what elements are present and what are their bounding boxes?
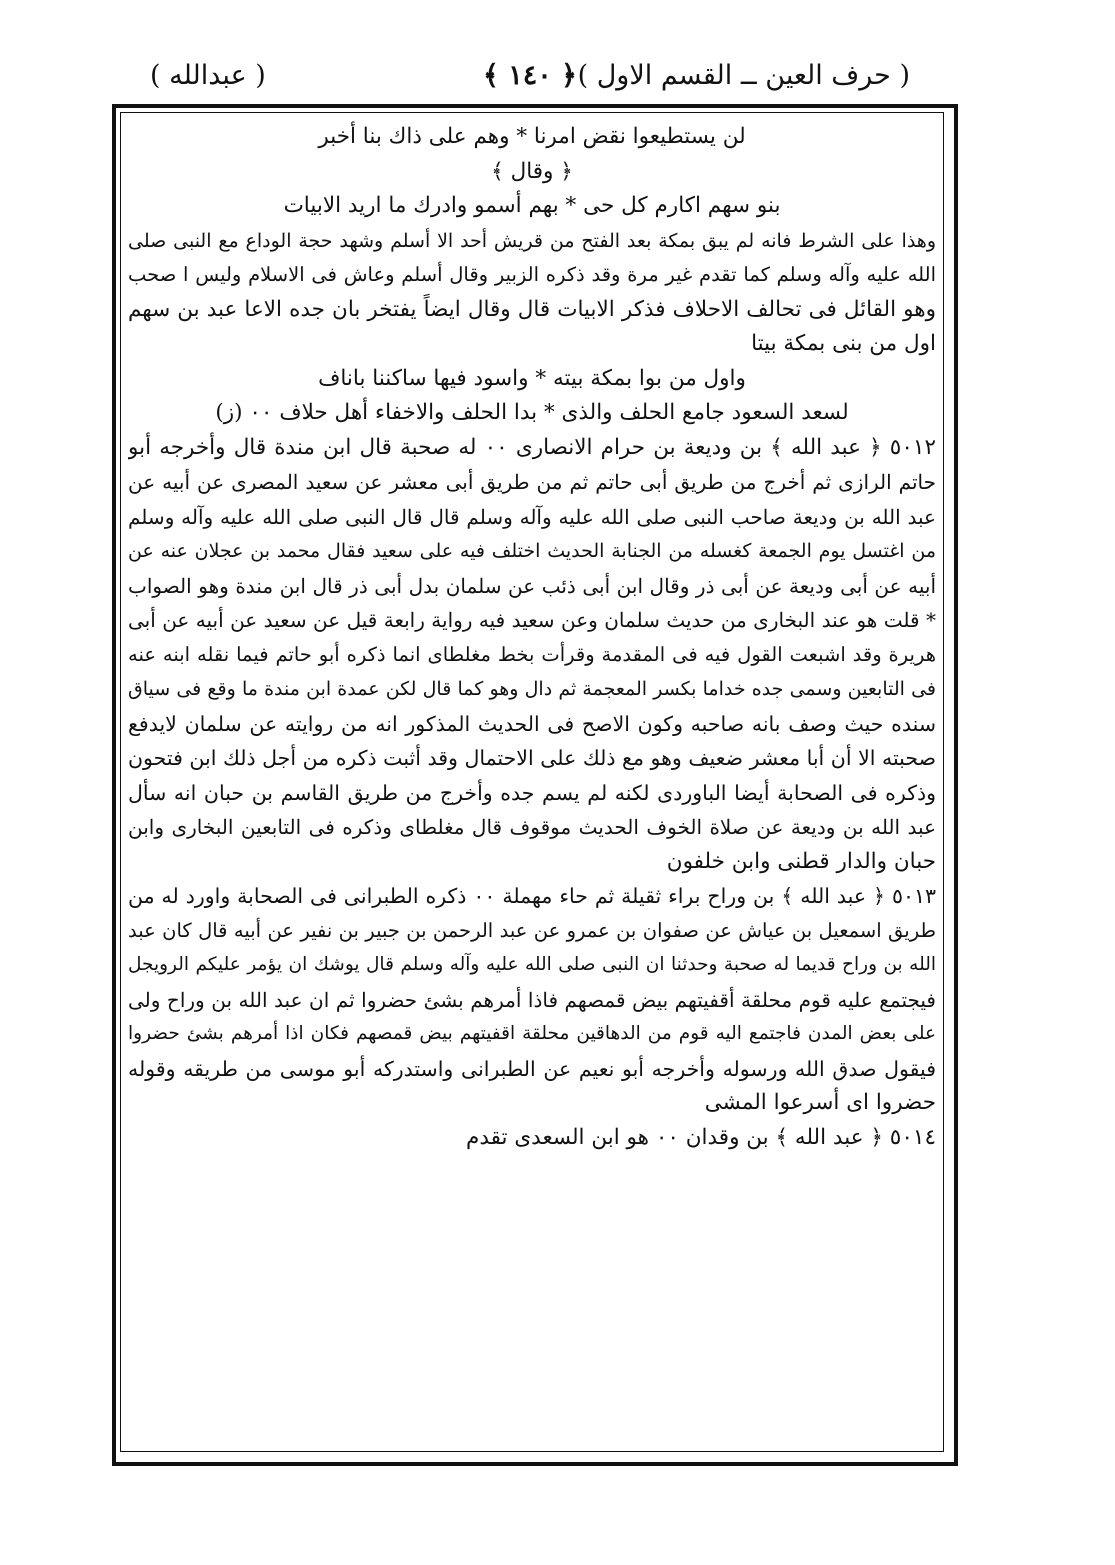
verse-line: بنو سهم اكارم كل حى * بهم أسمو وادرك ما اريد الابيات xyxy=(283,193,781,218)
verse-line: لسعد السعود جامع الحلف والذى * بدا الحلف والاخفاء أهل حلاف ٠٠ (ز) xyxy=(215,400,849,425)
text-line: حبان والدار قطنى وابن خلفون xyxy=(666,848,936,874)
header-entry-name: ( عبدالله ) xyxy=(150,60,266,91)
text-line: فيجتمع عليه قوم محلقة أقفيتهم بيض قمصهم فاذا أمرهم بشئ حضروا ثم ان عبد الله بن وراح ولى xyxy=(128,987,936,1012)
entry-line: ٥٠١٤ ﴿ عبد الله ﴾ بن وقدان ٠٠ هو ابن السعدى تقدم xyxy=(466,1124,936,1150)
text-line: فى التابعين وسمى جده خداما بكسر المعجمة ثم دال وهو كما قال لكن عمدة ابن مندة ما وقع فى سياق xyxy=(128,678,936,700)
page-number: ﴿ ١٤٠ ﴾ xyxy=(483,60,577,91)
section-heading: ﴿ وقال ﴾ xyxy=(491,158,573,184)
entry-line: ٥٠١٢ ﴿ عبد الله ﴾ بن وديعة بن حرام الانصارى ٠٠ له صحبة قال ابن مندة قال وأخرجه أبو xyxy=(128,434,936,460)
running-header xyxy=(150,60,910,104)
text-line: هريرة وقد اشبعت القول فيه فى المقدمة وقرأت بخط مغلطاى انما ذكره أبو حاتم فيما نقله ابنه عنه xyxy=(128,642,936,666)
text-line: سنده حيث وصف بانه صاحبه وكون الاصح فى الحديث المذكور انه من روايته عن سلمان لايدفع xyxy=(128,711,936,736)
text-line: * قلت هو عند البخارى من حديث سلمان وعن سعيد فيه رواية رابعة قيل عن سعيد عن أبيه عن أبى xyxy=(128,608,936,632)
text-line: صحبته الا أن أبا معشر ضعيف وهو مع ذلك على الاحتمال وقد أثبت ذكره من أجل ذلك ابن فتحون xyxy=(128,746,936,770)
text-line: عبد الله بن وديعة صاحب النبى صلى الله عليه وآله وسلم قال قال النبى صلى الله عليه وآله وسلم xyxy=(128,504,936,529)
text-line: الله عليه وآله وسلم كما تقدم غير مرة وقد ذكره الزبير وقال أسلم وعاش فى الاسلام وليس ا صحب xyxy=(128,263,936,286)
text-line: الله بن وراح قديما له صحبة وحدثنا ان النبى صلى الله عليه وآله وسلم قال يوشك ان يؤمر عليكم الرويجل xyxy=(128,954,936,975)
text-line: عبد الله بن وديعة عن صلاة الخوف الحديث موقوف قال مغلطاى وذكره فى التابعين البخارى وابن xyxy=(128,815,936,839)
text-line: من اغتسل يوم الجمعة كغسله من الجنابة الحديث اختلف فيه على سعيد فقال محمد بن عجلان عنه عن xyxy=(128,540,936,562)
verse-line: واول من بوا بمكة بيته * واسود فيها ساكننا باناف xyxy=(318,365,746,391)
text-line: اول من بنى بمكة بيتا xyxy=(751,331,936,356)
page-body xyxy=(128,120,936,1155)
text-line: وهذا على الشرط فانه لم يبق بمكة بعد الفتح من قريش أحد الا أسلم وشهد حجة الوداع مع النبى صلى xyxy=(128,229,936,252)
text-line: حاتم الرازى ثم أخرج من طريق أبى حاتم ثم من طريق أبى معشر عن سعيد المصرى عن أبيه عن xyxy=(128,470,936,494)
text-line: وهو القائل فى تحالف الاحلاف فذكر الابيات قال وقال ايضاً يفتخر بان جده الاعا عبد بن سهم xyxy=(128,296,936,322)
text-line: فيقول صدق الله ورسوله وأخرجه أبو نعيم عن الطبرانى واستدركه أبو موسى من طريقه وقوله xyxy=(128,1056,936,1081)
text-line: حضروا اى أسرعوا المشى xyxy=(704,1090,936,1115)
text-line: طريق اسمعيل بن عياش عن صفوان بن عمرو عن عبد الرحمن بن جبير بن نفير عن أبيه قال كان عبد xyxy=(128,918,936,942)
verse-line: لن يستطيعوا نقض امرنا * وهم على ذاك بنا أخبر xyxy=(318,124,746,149)
text-line: أبيه عن أبى وديعة عن أبى ذر وقال ابن أبى ذئب عن سلمان بدل أبى ذر قال ابن مندة وهو الصواب xyxy=(128,573,936,598)
header-section-title: ( حرف العين ــ القسم الاول ) xyxy=(577,60,910,91)
entry-line: ٥٠١٣ ﴿ عبد الله ﴾ بن وراح براء ثقيلة ثم حاء مهملة ٠٠ ذكره الطبرانى فى الصحابة واورد له من xyxy=(128,884,936,908)
text-line: على بعض المدن فاجتمع اليه قوم من الدهاقين محلقة اقفيتهم بيض قمصهم فكان اذا أمرهم بشئ حضروا xyxy=(128,1023,936,1044)
text-line: وذكره فى الصحابة أيضا الباوردى لكنه لم يسم جده وأخرج من طريق القاسم بن حبان انه سأل xyxy=(128,780,936,805)
